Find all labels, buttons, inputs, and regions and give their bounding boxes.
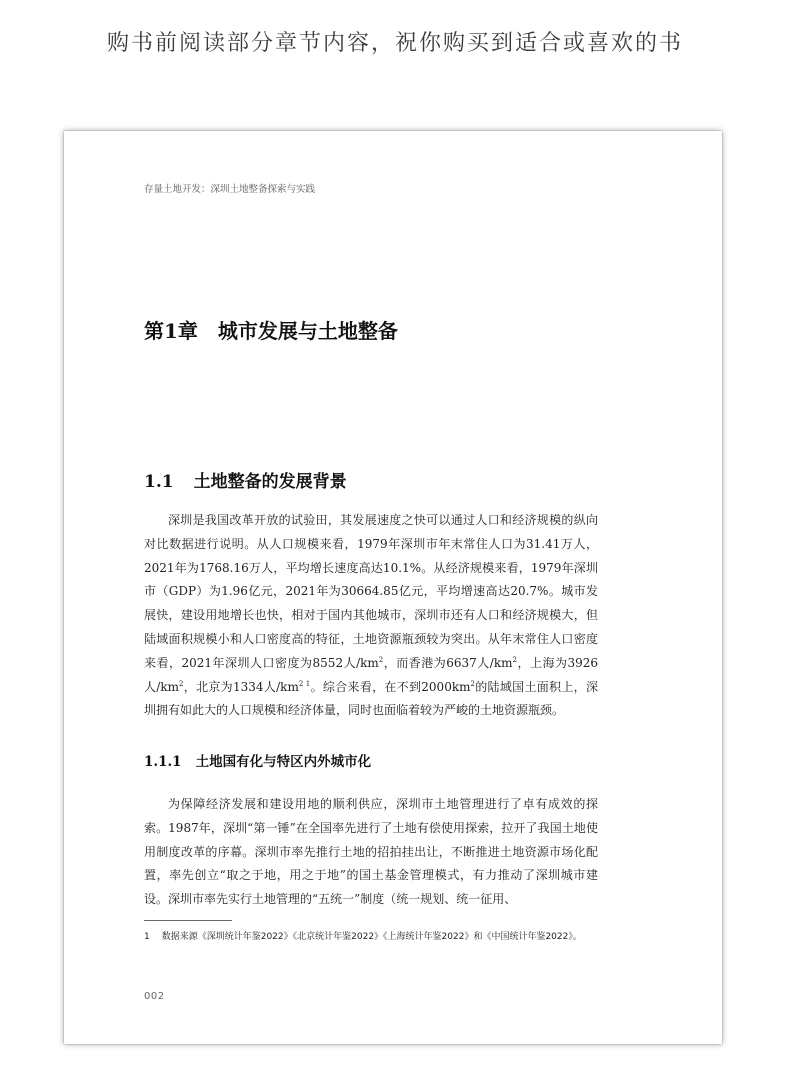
- footnote-number: 1: [144, 932, 150, 942]
- subsection-title-text: 土地国有化与特区内外城市化: [195, 754, 372, 770]
- paragraph-1-text-f: 的陆域国土面积上，深圳拥有如此大的人口规模和经济体量，同时也面临着较为严峻的土地资源瓶颈。: [144, 679, 598, 718]
- section-title-text: 土地整备的发展背景: [193, 472, 347, 492]
- paragraph-1-text-e: 。综合来看，在不到2000km: [310, 679, 471, 694]
- running-head: 存量土地开发：深圳土地整备探索与实践: [144, 184, 316, 195]
- footnote-reference: 2 1: [298, 679, 311, 688]
- chapter-title-text: 城市发展与土地整备: [217, 319, 398, 343]
- superscript-2: 2: [179, 679, 184, 688]
- footnote-text: 数据来源《深圳统计年鉴2022》《北京统计年鉴2022》《上海统计年鉴2022》和《中国统计年鉴2022》。: [161, 932, 582, 942]
- paragraph-1-text-b: ，而香港为6637人/km: [383, 655, 513, 670]
- subsection-number: 1.1.1: [144, 754, 182, 770]
- paragraph-2: [144, 793, 598, 912]
- superscript-2: 2: [512, 655, 517, 664]
- footnote-divider: [144, 920, 232, 921]
- section-title: [144, 467, 347, 492]
- paragraph-1-text-d: ，北京为1334人/km: [183, 679, 299, 694]
- section-number: 1.1: [144, 472, 174, 492]
- reading-notice-banner: 购书前阅读部分章节内容，祝你购买到适合或喜欢的书: [106, 31, 683, 56]
- paragraph-2-text: 为保障经济发展和建设用地的顺利供应，深圳市土地管理进行了卓有成效的探索。1987年，深圳“第一锤”在全国率先进行了土地有偿使用探索，拉开了我国土地使用制度改革的序幕。深圳市率先推行土地的招拍挂出让，不断推进土地资源市场化配置，率先创立“取之于地，用之于地”的国土基金管理模式，有力推动了深圳城市建设。深圳市率先实行土地管理的“五统一”制度（统一规划、统一征用、: [144, 797, 598, 907]
- chapter-title: [144, 315, 398, 344]
- superscript-2: 2: [378, 655, 384, 664]
- paragraph-1: [144, 509, 598, 723]
- paragraph-1-text-c: ，上海为3926人/km: [144, 655, 598, 694]
- page-number: 002: [144, 991, 165, 1002]
- footnote: [144, 929, 600, 945]
- superscript-2: 2: [470, 679, 475, 688]
- paragraph-1-text-a: 深圳是我国改革开放的试验田，其发展速度之快可以通过人口和经济规模的纵向对比数据进行说明。从人口规模来看，1979年深圳市年末常住人口为31.41万人，2021年为1768.16万人，平均增长速度高达10.1%。从经济规模来看，1979年深圳市（GDP）为1.96亿元，2021年为30664.85亿元，平均增速高达20.7%。城市发展快，建设用地增长也快，相对于国内其他城市，深圳市还有人口和经济规模大，但陆域面积规模小和人口密度高的特征，土地资源瓶颈较为突出。从年末常住人口密度来看，2021年深圳人口密度为8552人/km: [144, 513, 598, 670]
- chapter-number: 第1章: [144, 319, 198, 343]
- subsection-title: [144, 750, 371, 770]
- book-page: [64, 131, 722, 1044]
